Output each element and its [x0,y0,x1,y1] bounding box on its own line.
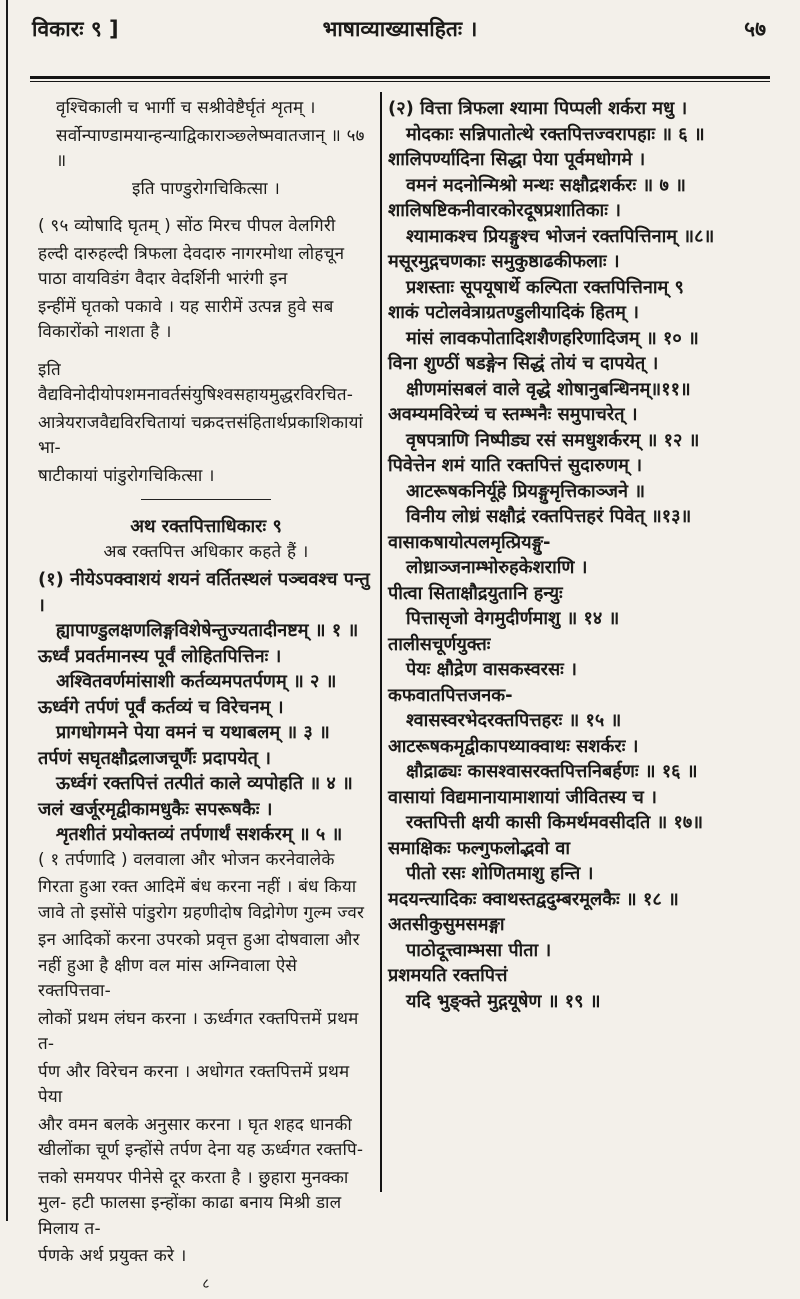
verse-line: मदयन्त्यादिकः क्वाथस्तद्वदुम्बरमूलकैः ॥ १८ ॥ [388,888,679,910]
verse-line: पाठोदूत्त्वाम्भसा पीता । [406,939,552,961]
verse-line: शृतशीतं प्रयोक्तव्यं तर्पणार्थं सशर्करम् ॥ ५ ॥ [56,824,343,845]
verse-line: वमनं मदनोन्मिश्रो मन्थः सक्षौद्रशर्करः ॥ ७ ॥ [406,174,686,196]
verse-line: ऊर्ध्वगं रक्तपित्तं तत्पीतं काले व्यपोहति ॥ ४ ॥ [56,773,353,794]
verse-line: शालिपर्ण्यादिना सिद्धा पेया पूर्वमधोगमे । [388,149,646,170]
commentary-line: र्पणके अर्थ प्रयुक्त करे । [38,1246,187,1266]
commentary-line: सर्वोन्पाण्डामयान्हन्याद्विकाराञ्छ्लेष्मवातजान् ॥ ५७ ॥ [56,125,365,171]
verse-line: ऊर्ध्वं प्रवर्तमानस्य पूर्वं लोहितपित्तिनः । [38,645,282,667]
verse-line: समाक्षिकः फल्गुफलोद्भवो वा [388,837,571,859]
verse-line: प्रागधोगमने पेया वमनं च यथाबलम् ॥ ३ ॥ [56,722,330,743]
header-left: विकारः ९ ] [32,17,119,41]
commentary-line: वृश्चिकाली च भार्गी च सश्रीवेष्टैर्घृतं शृतम् । [56,98,316,118]
verse-line: कफवातपित्तजनक- [388,684,513,706]
verse-line: प्रशमयति रक्तपित्तं [388,965,508,986]
commentary-line: हल्दी दारुहल्दी त्रिफला देवदारु नागरमोथा लोहचून पाठा वायविडंग वैदार वेदर्शिनी भारंगी इन [38,243,345,289]
commentary-line: इति वैद्यविनोदीयोपशमनावर्तसंयुषिश्वसहायमुद्धरविरचित- [38,359,354,405]
verse-line: मसूरमुद्गचणकाः समुकुष्ठाढकीफलाः । [388,251,620,272]
header-rule-thin [30,81,770,82]
verse-line: यदि भुङ्क्ते मुद्गयूषेण ॥ १९ ॥ [406,990,601,1012]
verse-line: क्षौद्राढ्यः कासश्वासरक्तपित्तनिबर्हणः ॥ १६ ॥ [406,761,698,782]
verse-line: तर्पणं सघृतक्षौद्रलाजचूर्णैः प्रदापयेत् । [38,747,271,769]
commentary-line: र्पण और विरेचन करना । अधोगत रक्तपित्तमें प्रथम पेया [38,1061,350,1107]
commentary-line: इन्हींमें घृतको पकावे । यह सारीमें उत्पन्न हुवे सब विकारोंको नाशता है । [38,296,334,342]
section-separator [141,499,271,500]
commentary-line: अब रक्तपित्त अधिकार कहते हैं । [103,541,309,562]
verse-line: पीतो रसः शोणितमाशु हन्ति । [406,863,594,884]
verse-line: पिवेत्तेन शमं याति रक्तपित्तं सुदारुणम् । [388,455,643,476]
spacer [38,204,374,214]
verse-line: आटरूषकनिर्यूहे प्रियङ्गुमृत्तिकाञ्जने ॥ [406,480,646,502]
header-right: ५७ [744,17,766,41]
running-header [30,14,770,50]
spacer [38,348,374,358]
commentary-line: आत्रेयराजवैद्यविरचितायां चक्रदत्तसंहितार्थप्रकाशिकायां भा- [38,412,364,458]
verse-line: आटरूषकमृद्वीकापथ्याक्वाथः सशर्करः । [388,735,639,757]
commentary-line: इन आदिकों करना उपरको प्रवृत्त हुआ दोषवाला और नहीं हुआ है क्षीण वल मांस अग्निवाला ऐसे रक्तपित्तवा- [38,930,360,1001]
right-column [388,96,778,1014]
verse-line: शाकं पटोलवेत्राग्रतण्डुलीयादिकं हितम् । [388,302,639,323]
verse-line: अवम्यमविरेच्यं च स्तम्भनैः समुपाचरेत् । [388,404,638,425]
commentary-line: लोकों प्रथम लंघन करना । ऊर्ध्वगत रक्तपित्तमें प्रथम त- [38,1008,359,1054]
verse-line: क्षीणमांसबलं वाले वृद्धे शोषानुबन्धिनम्॥११॥ [406,378,691,400]
header-rule [30,76,770,79]
verse-line: ऊर्ध्वगे तर्पणं पूर्वं कर्तव्यं च विरेचनम् । [38,696,284,718]
verse-line: मांसं लावकपोतादिशशैणहरिणादिजम् ॥ १० ॥ [406,327,699,349]
left-column [38,96,374,1299]
verse-line: मोदकाः सन्निपातोत्थे रक्तपित्तज्वरापहाः ॥ ६ ॥ [406,123,705,145]
verse-line: (२) वित्ता त्रिफला श्यामा पिप्पली शर्करा मधु । [388,98,688,119]
verse-line: पेयः क्षौद्रेण वासकस्वरसः । [406,659,577,680]
verse-line: रक्तपित्ती क्षयी कासी किमर्थमवसीदति ॥ १७॥ [406,812,704,833]
commentary-line: ( ९५ व्योषादि घृतम् ) सोंठ मिरच पीपल वेलगिरी [38,216,336,236]
verse-line: (१) नीयेऽपक्वाशयं शयनं वर्तितस्थलं पञ्चवश्च पन्तु । [38,569,370,616]
verse-line: अथ रक्तपित्ताधिकारः ९ [130,516,282,537]
commentary-line: और वमन बलके अनुसार करना । घृत शहद धानकी खीलोंका चूर्ण इन्होंसे तर्पण देना यह ऊर्ध्वगत रक्तपि- [38,1114,364,1160]
verse-line: विनीय लोध्रं सक्षौद्रं रक्तपित्तहरं पिवेत् ॥१३॥ [406,506,692,527]
verse-line: अतसीकुसुमसमङ्गा [388,914,505,935]
commentary-line: त्तको समयपर पीनेसे दूर करता है । छुहारा मुनक्का मुल- हटी फालसा इन्होंका काढा बनाय मिश्री डाल मिलाय त- [38,1167,349,1239]
verse-line: वासायां विद्यमानायामाशायां जीवितस्य च । [388,786,657,808]
commentary-line: इति पाण्डुरोगचिकित्सा । [131,178,281,199]
verse-line: पीत्वा सिताक्षौद्रयुतानि हन्युः [388,582,563,604]
verse-line: जलं खर्जूरमृद्वीकामधुकैः सपरूषकैः । [38,798,273,820]
verse-line: अश्वितवर्णमांसाशी कर्तव्यमपतर्पणम् ॥ २ ॥ [56,671,337,692]
column-divider [380,92,382,1192]
commentary-line: गिरता हुआ रक्त आदिमें बंध करना नहीं । बंध किया जावे तो इसोंसे पांडुरोग ग्रहणीदोष विद्रोगेण गुल्म ज्वर [38,877,365,923]
verse-line: वृषपत्राणि निष्पीड्य रसं समधुशर्करम् ॥ १२ ॥ [406,429,700,451]
verse-line: लोध्राञ्जनाम्भोरुहकेशराणि । [406,557,588,578]
page-edge [6,0,8,1221]
verse-line: श्वासस्वरभेदरक्तपित्तहरः ॥ १५ ॥ [406,710,622,731]
commentary-line: षाटीकायां पांडुरोगचिकित्सा । [38,465,215,486]
header-center: भाषाव्याख्यासहितः । [322,17,478,41]
commentary-line: ( १ तर्पणादि ) वलवाला और भोजन करनेवालेके [38,849,335,870]
verse-line: पित्तासृजो वेगमुदीर्णमाशु ॥ १४ ॥ [406,608,620,629]
verse-line: शालिषष्टिकनीवारकोरदूषप्रशातिकाः । [388,200,621,221]
verse-line: प्रशस्ताः सूपयूषार्थे कल्पिता रक्तपित्तिनाम् ९ [406,276,684,298]
verse-line: ह्यापाण्डुलक्षणलिङ्गविशेषेन्तुज्यतादीनष्टम् ॥ १ ॥ [56,620,359,641]
verse-line: श्यामाकश्च प्रियङ्गुश्च भोजनं रक्तपित्तिनाम् ॥८॥ [406,225,715,247]
page-signature: ८ [202,1275,210,1292]
verse-line: वासाकषायोत्पलमृत्प्रियङ्गु- [388,531,551,553]
verse-line: विना शुण्ठीं षडङ्गेन सिद्धं तोयं च दापयेत् । [388,353,659,374]
verse-line: तालीसचूर्णयुक्तः [388,633,491,655]
